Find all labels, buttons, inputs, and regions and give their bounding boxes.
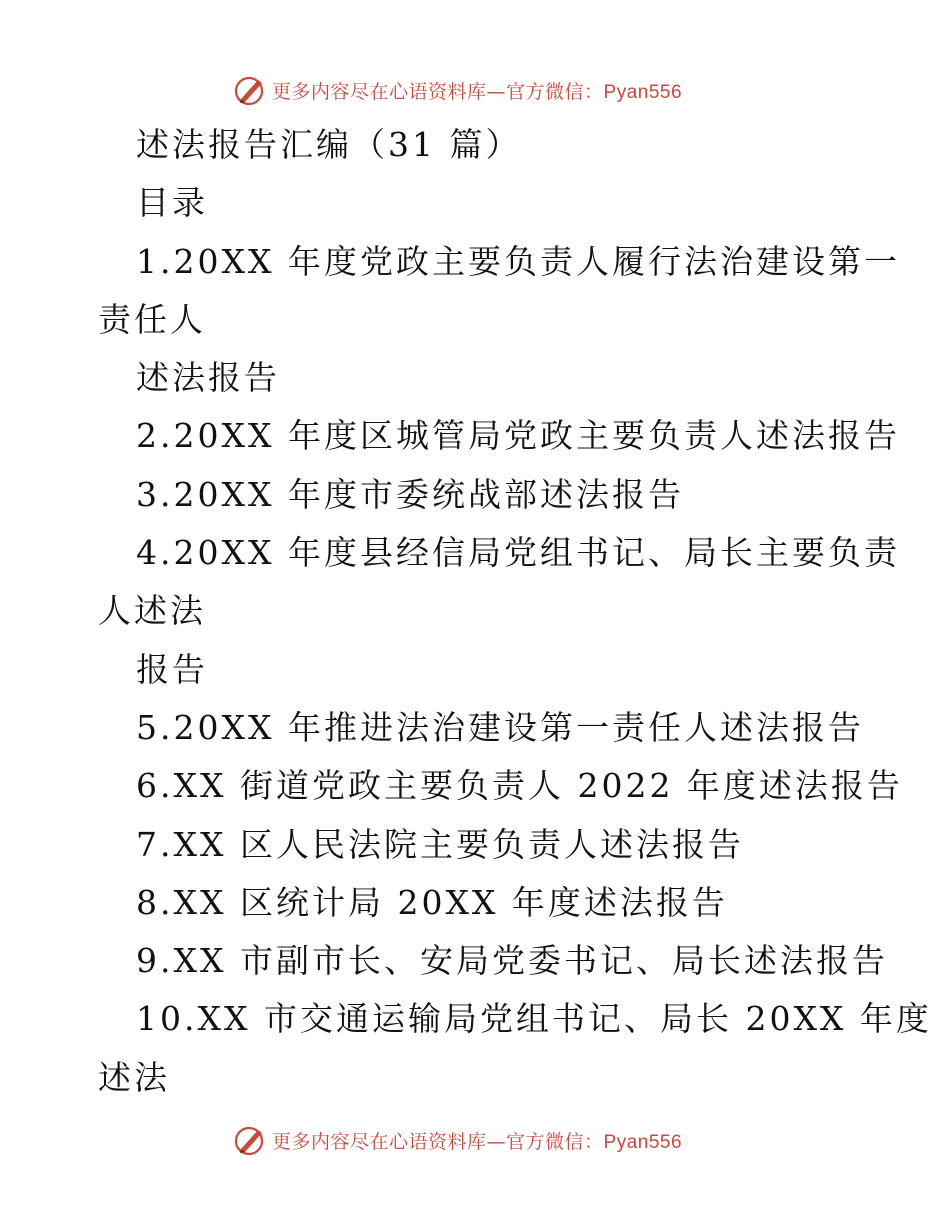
pen-logo-icon (232, 1122, 268, 1158)
watermark-text: 更多内容尽在心语资料库—官方微信：Pyan556 (272, 1130, 683, 1153)
toc-line: 7.XX 区人民法院主要负责人述法报告 (136, 824, 744, 864)
toc-line: 责任人 (98, 299, 206, 339)
toc-line: 8.XX 区统计局 20XX 年度述法报告 (136, 882, 728, 922)
watermark-footer (232, 1120, 682, 1160)
toc-line: 人述法 (98, 591, 206, 631)
watermark-header (232, 70, 682, 110)
toc-line: 述法 (98, 1057, 170, 1097)
toc-line: 6.XX 街道党政主要负责人 2022 年度述法报告 (136, 766, 903, 806)
toc-line: 目录 (136, 183, 208, 223)
toc-line: 3.20XX 年度市委统战部述法报告 (136, 474, 684, 514)
pen-logo-icon (232, 72, 268, 108)
toc-line: 5.20XX 年推进法治建设第一责任人述法报告 (136, 707, 864, 747)
toc-line: 9.XX 市副市长、安局党委书记、局长述法报告 (136, 941, 888, 981)
toc-line: 1.20XX 年度党政主要负责人履行法治建设第一 (136, 241, 900, 281)
toc-line: 2.20XX 年度区城管局党政主要负责人述法报告 (136, 416, 900, 456)
toc-line: 10.XX 市交通运输局党组书记、局长 20XX 年度 (136, 999, 932, 1039)
watermark-text: 更多内容尽在心语资料库—官方微信：Pyan556 (272, 80, 683, 103)
toc-line: 4.20XX 年度县经信局党组书记、局长主要负责 (136, 533, 900, 573)
document-title: 述法报告汇编（31 篇） (136, 125, 522, 164)
toc-line: 述法报告 (136, 358, 280, 398)
toc-line: 报告 (136, 649, 208, 689)
document-body (98, 116, 932, 1107)
